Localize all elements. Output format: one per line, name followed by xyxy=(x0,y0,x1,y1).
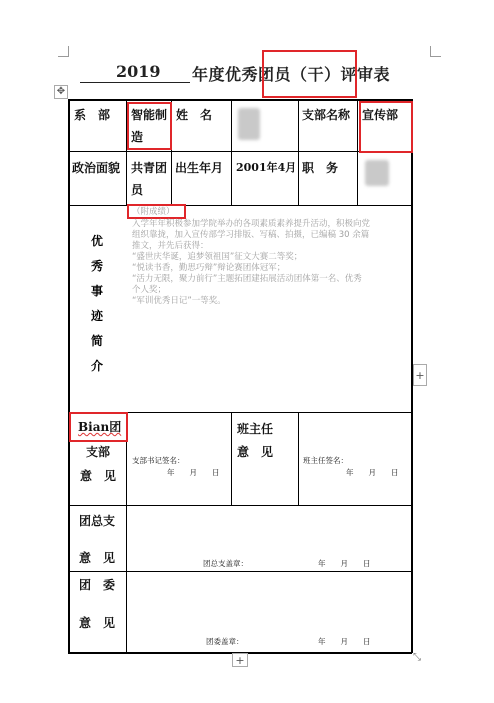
class-teacher-date: 年 月 日 xyxy=(346,468,399,477)
dept-value: 智能制造 xyxy=(131,108,168,144)
general-branch-label-2: 意 见 xyxy=(79,551,116,565)
position-label: 职 务 xyxy=(302,161,339,175)
branch-date: 年 月 日 xyxy=(167,468,220,477)
committee-label-1: 团 委 xyxy=(79,578,116,592)
branch-opinion-label-mid: 支部 xyxy=(86,445,111,459)
title-year: 2019 xyxy=(116,62,161,81)
branch-opinion-label-top: Bian团 xyxy=(78,420,122,434)
political-label: 政治面貌 xyxy=(72,161,121,175)
branch-value: 宣传部 xyxy=(362,108,399,122)
redacted-name xyxy=(238,108,260,140)
political-value: 共青团员 xyxy=(131,161,168,197)
general-branch-date: 年 月 日 xyxy=(318,559,371,568)
highlight-box-title xyxy=(262,50,357,98)
dept-label: 系 部 xyxy=(74,108,111,122)
class-teacher-sign: 班主任签名： xyxy=(303,456,348,465)
move-cross-icon[interactable]: ✥ xyxy=(54,85,68,99)
margin-corner-top-left xyxy=(58,46,69,57)
deeds-note: （附成绩） xyxy=(132,207,175,217)
name-label: 姓 名 xyxy=(176,108,213,122)
highlight-box-dept xyxy=(127,102,172,150)
deeds-text: 入学年年积极参加学院举办的各项素质素养提升活动，积极向党 组织靠拢，加入宣传部学习排版、写稿、拍摄，已编稿 30 余篇 推文，并先后获得： “盛世庆华诞，追梦领祖国”征文大赛二等奖； “悦读书香，勤思巧辩”辩论赛团体冠军； “活力无限，聚力前行”主题拓团建拓展活动团体第一名、优秀 个人奖； “军训优秀日记”一等奖。 xyxy=(132,219,371,306)
general-branch-label-1: 团总支 xyxy=(79,514,116,528)
highlight-box-bian xyxy=(69,412,128,442)
committee-seal: 团委盖章： xyxy=(206,637,244,646)
plus-icon[interactable]: + xyxy=(413,364,427,386)
margin-corner-top-right xyxy=(430,46,441,57)
class-teacher-label-2: 意 见 xyxy=(237,445,274,459)
deeds-label: 优 秀 事 迹 简 介 xyxy=(90,234,103,373)
title-text: 年度优秀团员（干）评审表 xyxy=(192,65,391,84)
resize-icon[interactable]: ⤡ xyxy=(413,652,421,663)
branch-opinion-label-bottom: 意 见 xyxy=(80,469,117,483)
general-branch-seal: 团总支盖章： xyxy=(203,559,248,568)
branch-secretary-sign: 支部书记签名： xyxy=(132,456,185,465)
add-row-plus-icon[interactable]: + xyxy=(232,653,248,667)
highlight-box-branch xyxy=(359,101,413,153)
committee-label-2: 意 见 xyxy=(79,616,116,630)
highlight-box-note xyxy=(127,204,186,219)
redacted-position xyxy=(365,160,389,186)
branch-label: 支部名称 xyxy=(302,108,351,122)
class-teacher-label-1: 班主任 xyxy=(237,422,274,436)
committee-date: 年 月 日 xyxy=(318,637,371,646)
form-title xyxy=(80,62,440,86)
birth-value: 2001年4月 xyxy=(236,161,297,174)
birth-label: 出生年月 xyxy=(175,161,224,175)
